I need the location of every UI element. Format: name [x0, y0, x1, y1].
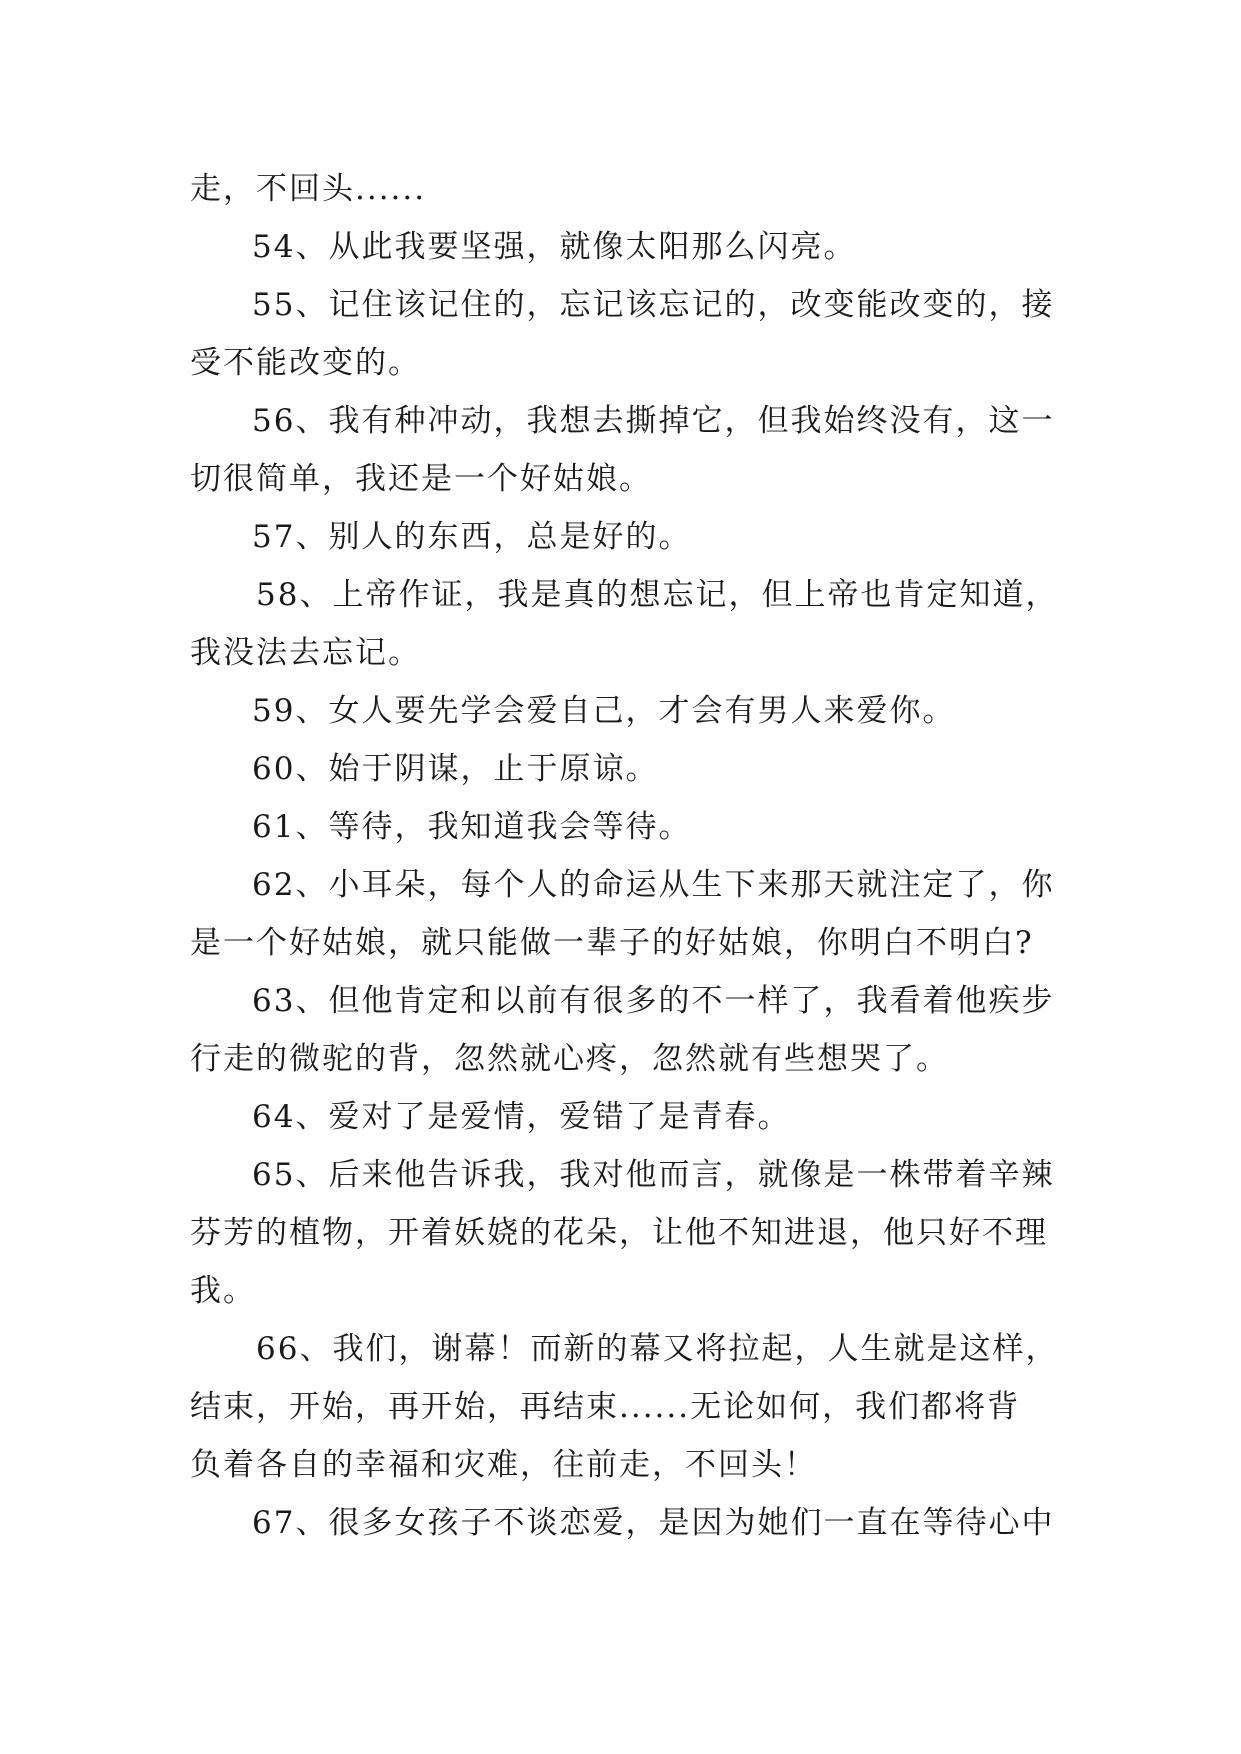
- quote-65: 65、后来他告诉我，我对他而言，就像是一株带着辛辣: [252, 1157, 1055, 1193]
- quote-56: 56、我有种冲动，我想去撕掉它，但我始终没有，这一: [252, 403, 1055, 439]
- quote-55: 55、记住该记住的，忘记该忘记的，改变能改变的，接: [252, 287, 1055, 323]
- quote-67: 67、很多女孩子不谈恋爱，是因为她们一直在等待心中: [252, 1505, 1055, 1541]
- text-line: 我。: [190, 1273, 256, 1309]
- document-body: [190, 160, 1059, 1552]
- quote-58: 58、上帝作证，我是真的想忘记，但上帝也肯定知道，: [256, 577, 1059, 613]
- text-line: 行走的微驼的背，忽然就心疼，忽然就有些想哭了。: [190, 1041, 949, 1077]
- text-line: 走，不回头......: [190, 171, 427, 207]
- text-line: 负着各自的幸福和灾难，往前走，不回头！: [190, 1447, 817, 1483]
- quote-64: 64、爱对了是爱情，爱错了是青春。: [252, 1099, 791, 1135]
- quote-62: 62、小耳朵，每个人的命运从生下来那天就注定了，你: [252, 867, 1055, 903]
- quote-60: 60、始于阴谋，止于原谅。: [252, 751, 659, 787]
- text-line: 切很简单，我还是一个好姑娘。: [190, 461, 652, 497]
- text-line: 我没法去忘记。: [190, 635, 421, 671]
- quote-63: 63、但他肯定和以前有很多的不一样了，我看着他疾步: [252, 983, 1055, 1019]
- text-line: 结束，开始，再开始，再结束......无论如何，我们都将背: [190, 1389, 1021, 1425]
- quote-66: 66、我们，谢幕！而新的幕又将拉起，人生就是这样，: [256, 1331, 1059, 1367]
- text-line: 受不能改变的。: [190, 345, 421, 381]
- text-line: 芬芳的植物，开着妖娆的花朵，让他不知进退，他只好不理: [190, 1215, 1048, 1251]
- quote-57: 57、别人的东西，总是好的。: [252, 519, 692, 555]
- text-line: 是一个好姑娘，就只能做一辈子的好姑娘，你明白不明白?: [190, 925, 1034, 961]
- quote-61: 61、等待，我知道我会等待。: [252, 809, 692, 845]
- quote-54: 54、从此我要坚强，就像太阳那么闪亮。: [252, 229, 857, 265]
- quote-59: 59、女人要先学会爱自己，才会有男人来爱你。: [252, 693, 956, 729]
